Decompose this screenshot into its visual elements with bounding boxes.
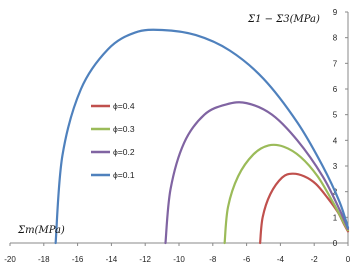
- y-tick-label: 0: [332, 239, 338, 248]
- plot-axes: [10, 12, 348, 243]
- x-ticks: [4, 243, 351, 264]
- y-tick-label: 9: [332, 8, 338, 17]
- legend: [91, 101, 135, 180]
- y-tick-label: 5: [332, 110, 338, 120]
- y-tick-label: 2: [332, 187, 338, 197]
- x-tick-label: -2: [310, 255, 318, 264]
- legend-label: ϕ=0.4: [113, 101, 135, 111]
- legend-label: ϕ=0.1: [113, 170, 135, 180]
- series-lines: [56, 30, 348, 243]
- y-tick-label: 4: [332, 136, 338, 146]
- x-tick-label: -6: [243, 255, 251, 264]
- x-tick-label: -14: [105, 255, 118, 264]
- legend-label: ϕ=0.3: [113, 124, 135, 134]
- series-line-3: [165, 102, 348, 243]
- series-line-1: [260, 174, 348, 243]
- x-tick-label: -8: [209, 255, 217, 264]
- y-tick-label: 1: [332, 213, 338, 223]
- x-axis-title: Σm(MPa): [18, 225, 65, 236]
- x-tick-label: -18: [38, 255, 50, 264]
- x-tick-label: -10: [173, 255, 185, 264]
- series-line-4: [56, 30, 348, 243]
- y-tick-label: 7: [332, 59, 338, 69]
- series-line-2: [225, 145, 348, 243]
- legend-label: ϕ=0.2: [113, 147, 135, 157]
- y-tick-label: 8: [332, 33, 338, 43]
- y-axis-title: Σ1 − Σ3(MPa): [248, 14, 320, 25]
- x-tick-label: -16: [71, 255, 84, 264]
- y-tick-label: 6: [332, 85, 338, 94]
- y-tick-label: 3: [332, 162, 338, 171]
- x-tick-label: -12: [139, 255, 151, 264]
- x-tick-label: 0: [345, 255, 351, 264]
- x-tick-label: -4: [276, 255, 284, 264]
- x-tick-label: -20: [4, 255, 16, 264]
